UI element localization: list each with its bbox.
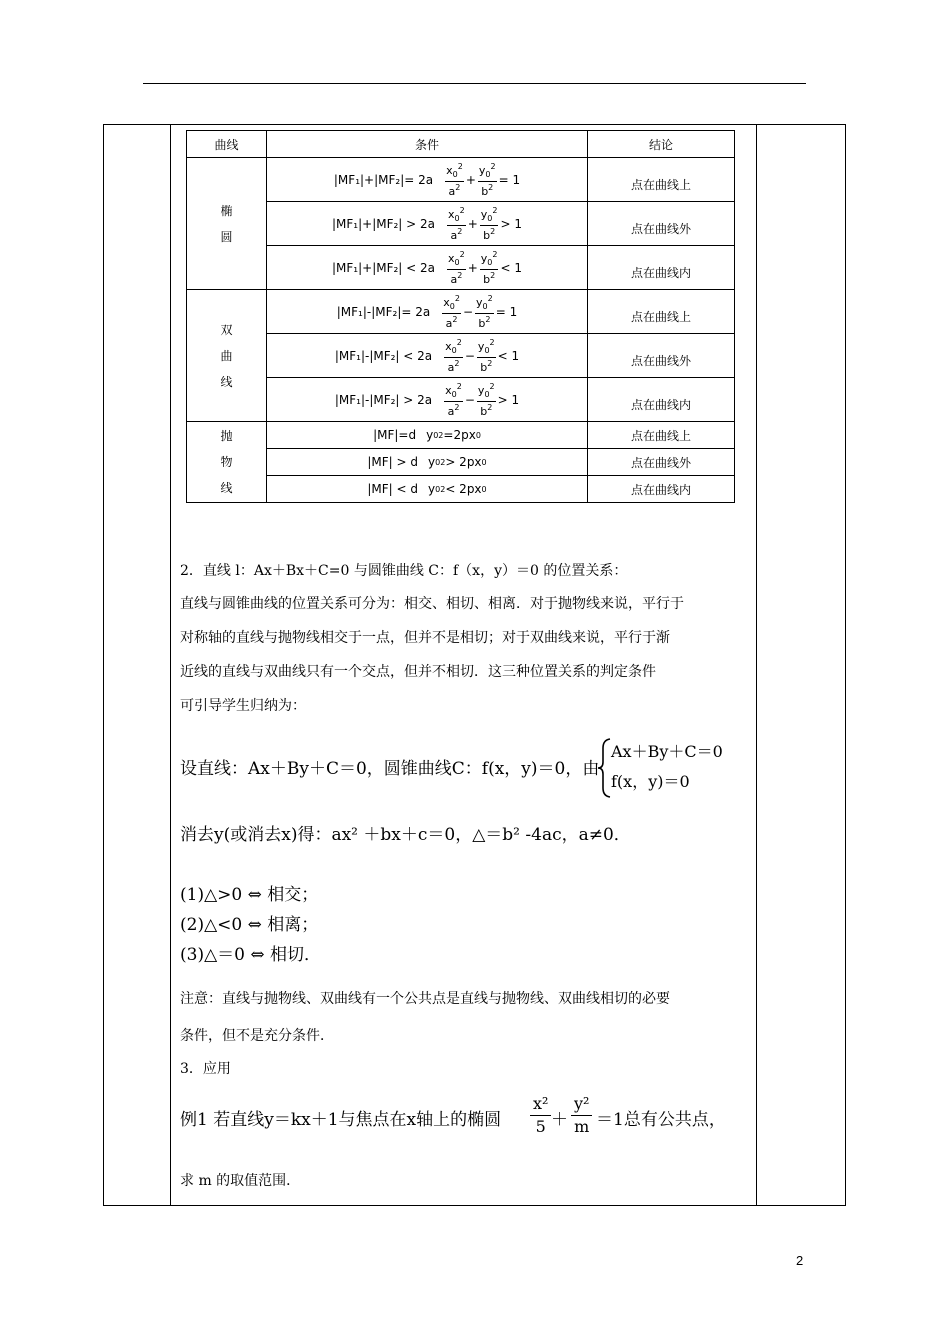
category-ellipse: 椭 圆 <box>187 158 267 290</box>
condition-cell: |MF|=d y 0 2 =2px 0 <box>267 422 588 449</box>
table-row <box>187 202 735 246</box>
conclusion-cell: 点在曲线外 <box>588 449 735 476</box>
conclusion-cell: 点在曲线上 <box>588 422 735 449</box>
table-row <box>187 449 735 476</box>
header-condition: 条件 <box>267 131 588 158</box>
conclusion-cell: 点在曲线内 <box>588 476 735 503</box>
conclusion-cell: 点在曲线上 <box>588 158 735 202</box>
section2-heading: 2．直线 l：Ax＋Bx＋C=0 与圆锥曲线 C：f（x，y）＝0 的位置关系： <box>180 563 628 579</box>
conclusion-cell: 点在曲线外 <box>588 334 735 378</box>
case-intersect: (1)△>0 ⇔ 相交； <box>180 885 319 905</box>
note-line: 条件，但不是充分条件． <box>180 1028 334 1044</box>
table-row <box>187 334 735 378</box>
table-row <box>187 246 735 290</box>
condition-cell: |MF₁|+|MF₂|= 2a $\frac{x_0^2}{a^2}$ + $\frac{y_0^2}{b^2}$ = 1 <box>267 158 588 202</box>
table-row <box>187 290 735 334</box>
system-eq-1: Ax＋By＋C＝0 <box>611 742 723 761</box>
header-rule <box>143 83 806 84</box>
page-number: 2 <box>796 1253 804 1268</box>
header-curve: 曲线 <box>187 131 267 158</box>
condition-cell: |MF₁|-|MF₂| > 2a $\frac{x_0^2}{a^2}$ − $\frac{y_0^2}{b^2}$ > 1 <box>267 378 588 422</box>
conclusion-cell: 点在曲线外 <box>588 202 735 246</box>
paragraph-line: 对称轴的直线与抛物线相交于一点，但并不是相切；对于双曲线来说，平行于渐 <box>180 630 670 646</box>
case-separate: (2)△<0 ⇔ 相离； <box>180 915 319 935</box>
condition-cell: |MF₁|+|MF₂| < 2a $\frac{x_0^2}{a^2}$ + $\frac{y_0^2}{b^2}$ < 1 <box>267 246 588 290</box>
example-question: 求 m 的取值范围． <box>180 1173 301 1189</box>
condition-cell: |MF| > d y 0 2 > 2px 0 <box>267 449 588 476</box>
paragraph-line: 可引导学生归纳为： <box>180 698 306 714</box>
table-row <box>187 158 735 202</box>
table-header-row <box>187 131 735 158</box>
category-parabola: 抛 物 线 <box>187 422 267 503</box>
frame-divider-right <box>756 124 757 1206</box>
condition-cell: |MF₁|-|MF₂|= 2a $\frac{x_0^2}{a^2}$ − $\frac{y_0^2}{b^2}$ = 1 <box>267 290 588 334</box>
condition-table <box>186 130 735 503</box>
example-fraction-x: $\frac{\text{x²}}{5}$ <box>530 1093 551 1138</box>
set-line-statement: 设直线：Ax＋By＋C＝0，圆锥曲线C：f(x，y)＝0，由 <box>180 759 600 779</box>
system-eq-2: f(x，y)＝0 <box>611 772 690 791</box>
condition-cell: |MF₁|+|MF₂| > 2a $\frac{x_0^2}{a^2}$ + $\frac{y_0^2}{b^2}$ > 1 <box>267 202 588 246</box>
paragraph-line: 直线与圆锥曲线的位置关系可分为：相交、相切、相离．对于抛物线来说，平行于 <box>180 596 684 612</box>
eliminate-statement: 消去y(或消去x)得：ax² ＋bx＋c＝0，△＝b² -4ac，a≠0． <box>180 825 631 845</box>
system-brace <box>597 738 611 798</box>
example-suffix: ＝1总有公共点， <box>596 1110 726 1130</box>
condition-cell: |MF₁|-|MF₂| < 2a $\frac{x_0^2}{a^2}$ − $\frac{y_0^2}{b^2}$ < 1 <box>267 334 588 378</box>
example-prefix: 例1 若直线y＝kx＋1与焦点在x轴上的椭圆 <box>180 1110 502 1130</box>
table-row <box>187 422 735 449</box>
conclusion-cell: 点在曲线内 <box>588 246 735 290</box>
table-row <box>187 378 735 422</box>
section3-heading: 3．应用 <box>180 1061 231 1077</box>
header-conclusion: 结论 <box>588 131 735 158</box>
conclusion-cell: 点在曲线上 <box>588 290 735 334</box>
condition-cell: |MF| < d y 0 2 < 2px 0 <box>267 476 588 503</box>
example-fraction-y: $\frac{\text{y²}}{m}$ <box>571 1093 592 1138</box>
example-plus: ＋ <box>551 1110 568 1130</box>
table-row <box>187 476 735 503</box>
case-tangent: (3)△＝0 ⇔ 相切． <box>180 945 322 965</box>
paragraph-line: 近线的直线与双曲线只有一个交点，但并不相切．这三种位置关系的判定条件 <box>180 664 656 680</box>
frame-divider-left <box>170 124 171 1206</box>
conclusion-cell: 点在曲线内 <box>588 378 735 422</box>
category-hyperbola: 双 曲 线 <box>187 290 267 422</box>
note-line: 注意：直线与抛物线、双曲线有一个公共点是直线与抛物线、双曲线相切的必要 <box>180 991 670 1007</box>
